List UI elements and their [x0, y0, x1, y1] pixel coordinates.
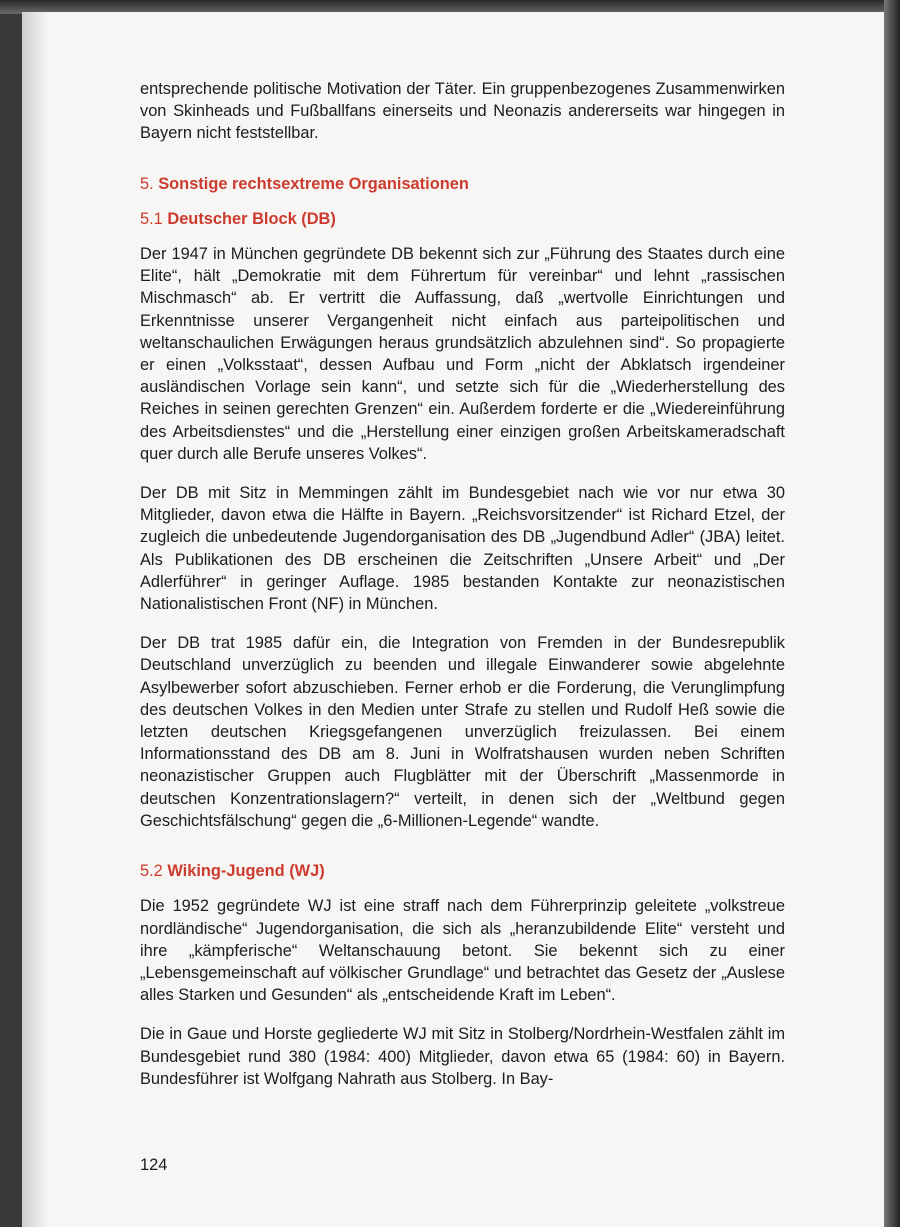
section-number: 5.2: [140, 862, 163, 881]
section-title: Wiking-Jugend (WJ): [167, 862, 325, 881]
paragraph-wj-1: Die 1952 gegründete WJ ist eine straff nach dem Führerprinzip geleitete „volkstreue nordländische“ Jugendorganisation, die sich als „heranzubildende Elite“ versteht und ihre „kämpferische“ Weltanschauung betont. Sie bekennt sich zu einer „Lebensgemeinschaft auf völkischer Grundlage“ und betrachtet das Gesetz der „Auslese alles Starken und Gesunden“ als „entscheidende Kraft im Leben“.: [140, 897, 785, 1005]
paragraph-db-1: Der 1947 in München gegründete DB bekennt sich zur „Führung des Staates durch eine Elite“, hält „Demokratie mit dem Führertum für vereinbar“ und lehnt „rassischen Mischmasch“ ab. Er vertritt die Auffassung, daß „wertvolle Einrichtungen und Erkenntnisse unserer Vergangenheit nicht einfach aus parteipolitischen und weltanschaulichen Erwägungen heraus grundsätzlich abzulehnen sind“. So propagierte er einen „Volksstaat“, dessen Aufbau und Form „nicht der Abklatsch irgendeiner ausländischen Vorlage sein kann“, und setzte sich für die „Wiederherstellung des Reiches in seinen gerechten Grenzen“ ein. Außerdem forderte er die „Wiedereinführung des Arbeitsdienstes“ und die „Herstellung einer einzigen großen Arbeitskameradschaft quer durch alle Berufe unseres Volkes“.: [140, 245, 785, 463]
section-title: Deutscher Block (DB): [167, 209, 336, 228]
paragraph-db-3: Der DB trat 1985 dafür ein, die Integration von Fremden in der Bundesrepublik Deutschland unverzüglich zu beenden und illegale Einwanderer sowie abgelehnte Asylbewerber sofort abzuschieben. Ferner erhob er die Forderung, die Verunglimpfung des deutschen Volkes in den Medien unter Strafe zu stellen und Rudolf Heß sowie die letzten deutschen Kriegsgefangenen unverzüglich freizulassen. Bei einem Informationsstand des DB am 8. Juni in Wolfratshausen wurden neben Schriften neonazistischer Gruppen auch Flugblätter mit der Überschrift „Massenmorde in deutschen Konzentrationslagern?“ verteilt, in denen sich der „Weltbund gegen Geschichtsfälschung“ gegen die „6-Millionen-Legende“ wandte.: [140, 634, 785, 830]
section-heading-5-2: [140, 860, 785, 882]
section-title: Sonstige rechtsextreme Organisationen: [158, 174, 469, 193]
section-number: 5.1: [140, 209, 163, 228]
page-number: 124: [140, 1156, 168, 1174]
intro-paragraph: entsprechende politische Motivation der Täter. Ein gruppenbezogenes Zusammenwirken von Skinheads und Fußballfans einerseits und Neonazis andererseits war hingegen in Bayern nicht feststellbar.: [140, 80, 785, 143]
page-text: [140, 78, 785, 1107]
section-heading-5-1: [140, 208, 785, 230]
scan-right-edge: [884, 0, 900, 1227]
paragraph-wj-2: Die in Gaue und Horste gegliederte WJ mit Sitz in Stolberg/Nordrhein-Westfalen zählt im Bundesgebiet rund 380 (1984: 400) Mitglieder, davon etwa 65 (1984: 60) in Bayern. Bundesführer ist Wolfgang Nahrath aus Stolberg. In Bay-: [140, 1025, 785, 1088]
paragraph-db-2: Der DB mit Sitz in Memmingen zählt im Bundesgebiet nach wie vor nur etwa 30 Mitglieder, davon etwa die Hälfte in Bayern. „Reichsvorsitzender“ ist Richard Etzel, der zugleich die unbedeutende Jugendorganisation des DB „Jugendbund Adler“ (JBA) leitet. Als Publikationen des DB erscheinen die Zeitschriften „Unsere Arbeit“ und „Der Adlerführer“ in geringer Auflage. 1985 bestanden Kontakte zur neonazistischen Nationalistischen Front (NF) in München.: [140, 484, 785, 614]
section-heading-5: [140, 173, 785, 195]
section-number: 5.: [140, 174, 154, 193]
